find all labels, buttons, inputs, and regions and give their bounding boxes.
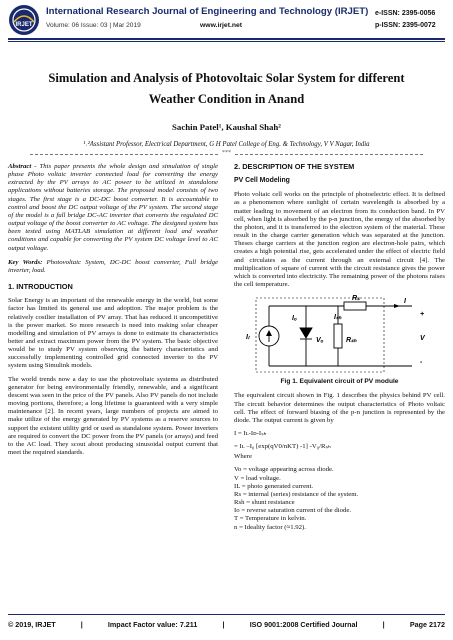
footer-rule <box>8 614 445 615</box>
series-resistor <box>344 302 366 310</box>
rsh-label: Rₛₕ <box>346 337 357 345</box>
intro-heading: 1. INTRODUCTION <box>8 282 73 292</box>
ish-label: Iₛₕ <box>334 314 342 322</box>
keywords-text: Photovoltaic System, DC-DC boost converter, Full bridge inverter, load. <box>8 258 219 274</box>
rs-label: Rₛ <box>352 295 360 303</box>
paper-authors: Sachin Patel¹, Kaushal Shah² <box>172 122 281 132</box>
vd-label: Vₒ <box>316 337 324 345</box>
footer-page: Page 2172 <box>409 620 445 629</box>
keywords-label: Key Words: <box>8 258 43 266</box>
paper-title-line-1: Simulation and Analysis of Photovoltaic Solar System for different <box>48 71 405 85</box>
definition: n = Ideality factor (≈1.92). <box>234 523 306 531</box>
journal-title: International Research Journal of Engineering and Technology (IRJET) <box>46 6 369 17</box>
paper-title-line-2: Weather Condition in Anand <box>148 92 305 106</box>
irjet-logo <box>8 4 40 36</box>
definition: T = Temperature in kelvin. <box>234 515 307 523</box>
journal-volume: Volume: 06 Issue: 03 | Mar 2019 <box>46 22 141 29</box>
right-column <box>234 163 445 532</box>
definition: IL = photo generated current. <box>234 482 314 490</box>
plus-label: + <box>420 311 425 319</box>
header-rule <box>8 38 445 40</box>
pissn: p-ISSN: 2395-0072 <box>375 22 436 29</box>
definition: Vo = voltage appearing across diode. <box>234 466 334 474</box>
intro-paragraph-1: Solar Energy is an important of the renewable energy in the world, but some factor has limited its general use and adoption. The major problem is the relatively costlier installation of PV array. That has reduced it uncompetitive is the power market. So more research is need into making solar cheaper modelling and simulation of PV arrays is done to estimate its characteristics better and extract maximum power from the PV system. The basic objective would be to study PV system observing the battery characteristics and successfully implementing controlled grid connected inverter to the PV system using Simulink models. <box>8 297 218 370</box>
definition: V = load voltage. <box>234 474 281 482</box>
definition: Io = reverse saturation current of the diode. <box>234 507 352 515</box>
definition: Rsh = shunt resistance <box>234 499 295 507</box>
journal-website[interactable]: www.irjet.net <box>200 22 243 29</box>
keywords <box>8 259 218 275</box>
shunt-resistor <box>334 324 342 348</box>
i-label: I <box>404 298 406 306</box>
circuit-paragraph: The equivalent circuit shown in Fig. 1 describes the physics behind PV cell. The circuit behavior determines the output characteristics of Photo voltaic cell. The effect of forward biasing of the p-n junction is represented by the diode. The output current is given by <box>234 392 445 424</box>
equivalent-circuit-figure <box>234 294 445 376</box>
header-rule-thin <box>8 41 445 42</box>
separator-stars: *** <box>222 150 231 156</box>
il-label: Iₗ <box>246 334 250 342</box>
abstract-label: Abstract <box>8 163 32 170</box>
system-heading: 2. DESCRIPTION OF THE SYSTEM <box>234 162 355 171</box>
left-column <box>8 163 218 462</box>
where-label: Where <box>234 453 252 461</box>
footer-divider: | <box>382 620 385 629</box>
pv-cell-subheading: PV Cell Modeling <box>234 177 290 185</box>
footer-impact: Impact Factor value: 7.211 <box>107 620 198 629</box>
footer-copyright: © 2019, IRJET <box>8 620 56 629</box>
figure-caption: Fig 1. Equivalent circuit of PV module <box>280 378 399 386</box>
abstract <box>8 163 218 253</box>
equation-2: = Iʟ –I₀ [exp(qV0/nKT) -1] -V₀/Rₛₕ <box>234 443 331 451</box>
page-footer <box>8 620 445 629</box>
equation-1: I = Iʟ-Iᴅ-Iₛₕ <box>234 429 267 437</box>
pv-cell-paragraph: Photo voltaic cell works on the principle of photoelectric effect. It is defined as a phenomenon where sunlight of certain wavelength is absorbed by a matter leading to movement of an electron from its conduction band. In PV cell, when light is absorbed by the p-n junction, the energy of the absorbed by the photon, and it is transferred to the electron system of the material. These result in the charge carrier generation which was separated at the junction. Theses charge carriers at the junction region are electron-hole pairs, which creates a high potential rise, gets accelerated under the effect of electric field and circulates as the current through an external circuit [4]. The multiplication of square of current with the circuit resistance gives the power which is converted into electricity. The remaining power of the photons raises the cell temperature. <box>234 191 445 289</box>
intro-paragraph-2: The world trends now a day to use the photovoltaic systems as distributed generator for being environmentally friendly, renewable, and a significant descent was seen in the price of the PV panels. Also PV panels do not include moving portions, therefore; a long lifetime is guaranteed with a very simple maintenance [2]. In recent years, large numbers of projects are aimed to make utilize of the energy generated by PV systems as a reserve sources to support the existent utility grid or used as standalone system. Power inverters are required to convert the DC power from the PV panels (or arrays) and feed to the AC load. They scout about producing sinusoidal output current that meet the required standards. <box>8 375 218 456</box>
section-separator <box>30 150 423 158</box>
paper-affiliation: ¹˒²Assistant Professor, Electrical Department, G H Patel College of Eng. & Technology, V V Nagar, India <box>83 141 370 148</box>
id-label: Iₒ <box>292 315 297 323</box>
minus-label: - <box>420 359 423 367</box>
definition: Rs = internal (series) resistance of the system. <box>234 490 359 498</box>
abstract-text: - This paper presents the whole design and simulation of single phase Photo voltaic inverter connected load for converting the energy extracted by the PV arrays to AC power to be utilized in standalone applications without batteries storage. The proposed model consists of two stages. The first stage is a DC-DC boost converter. It is accountable to control and boost the DC output voltage of the PV system. The second stage of the model is a full bridge DC-AC inverter that converts the regulated DC output voltage of the boost converter to AC voltage. The designed system has been tested using MATLAB simulation at different load and weather conditions and capable for converting the PV system DC voltage level to AC output voltage. <box>8 163 218 252</box>
diode <box>300 328 312 338</box>
v-label: V <box>420 335 425 343</box>
footer-iso: ISO 9001:2008 Certified Journal <box>249 620 358 629</box>
journal-header <box>0 0 453 50</box>
eissn: e-ISSN: 2395-0056 <box>375 10 436 17</box>
paper-title <box>20 68 433 110</box>
logo-text: IRJET <box>15 22 33 28</box>
footer-divider: | <box>80 620 83 629</box>
footer-divider: | <box>222 620 225 629</box>
